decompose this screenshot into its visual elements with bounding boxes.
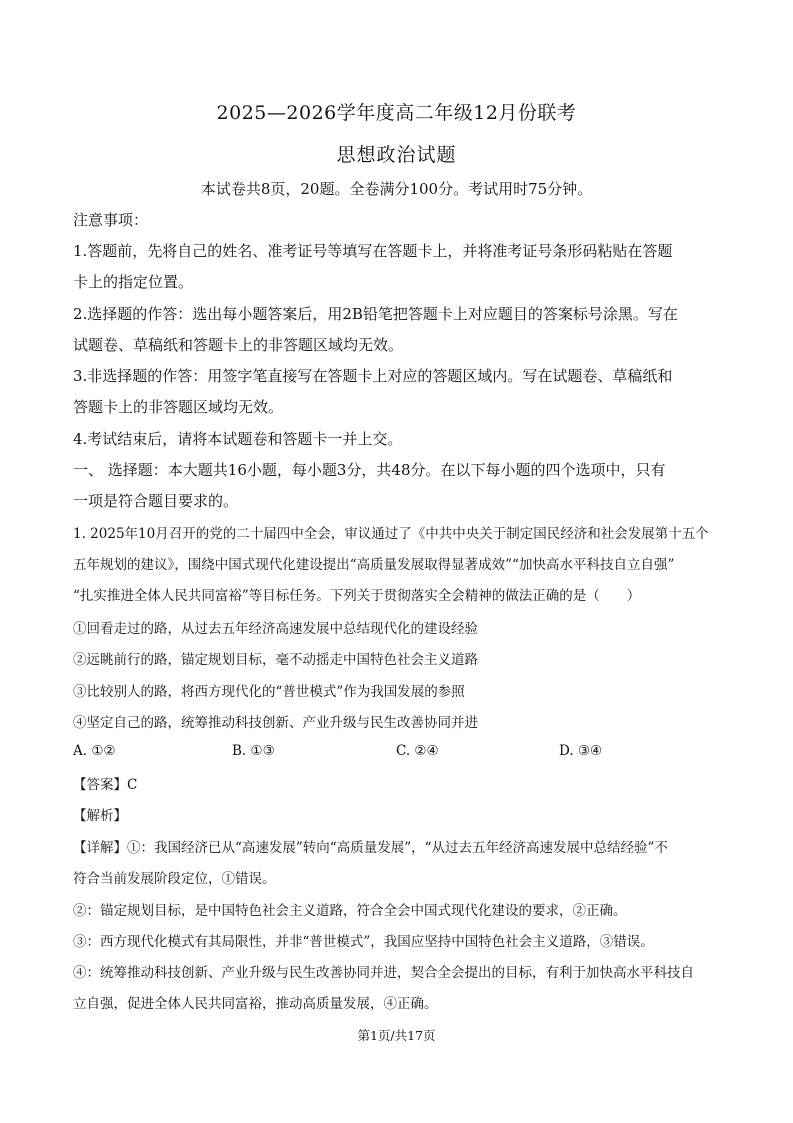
option-c: C. ②④ <box>396 743 439 759</box>
analysis-line: 【详解】①：我国经济已从“高速发展”转向“高质量发展”，“从过去五年经济高速发展中总结经验”不 <box>73 840 668 856</box>
analysis-line: ④：统筹推动科技创新、产业升级与民生改善协同并进，契合全会提出的目标，有利于加快高水平科技自 <box>73 965 694 981</box>
section-heading: 一项是符合题目要求的。 <box>73 492 239 510</box>
notice-line: 3.非选择题的作答：用签字笔直接写在答题卡上对应的答题区域内。写在试题卷、草稿纸和 <box>73 367 673 385</box>
notice-line: 4.考试结束后，请将本试题卷和答题卡一并上交。 <box>73 430 403 448</box>
section-heading: 一、 选择题：本大题共16小题，每小题3分，共48分。在以下每小题的四个选项中，只有 <box>73 461 666 479</box>
question-statement: ④坚定自己的路，统筹推动科技创新、产业升级与民生改善协同并进 <box>73 715 478 731</box>
analysis-line: 立自强，促进全体人民共同富裕，推动高质量发展，④正确。 <box>73 996 438 1012</box>
question-statement: ③比较别人的路，将西方现代化的“普世模式”作为我国发展的参照 <box>73 684 465 700</box>
notice-heading: 注意事项： <box>73 211 149 229</box>
question-stem: “扎实推进全体人民共同富裕”等目标任务。下列关于贯彻落实全会精神的做法正确的是（ ） <box>73 588 641 604</box>
analysis-line: ③：西方现代化模式有其局限性，并非“普世模式”，我国应坚持中国特色社会主义道路，③错误。 <box>73 934 654 950</box>
exam-title: 2025—2026学年度高二年级12月份联考 <box>216 102 577 124</box>
question-statement: ②远眺前行的路，锚定规划目标，毫不动摇走中国特色社会主义道路 <box>73 652 478 668</box>
question-stem: 五年规划的建议》，围绕中国式现代化建设提出“高质量发展取得显著成效”“加快高水平科技自立自强” <box>73 557 675 573</box>
answer-label: 【答案】C <box>73 777 138 793</box>
question-stem: 1. 2025年10月召开的党的二十届四中全会，审议通过了《中共中央关于制定国民经济和社会发展第十五个 <box>73 526 709 542</box>
exam-info: 本试卷共8页，20题。全卷满分100分。考试用时75分钟。 <box>200 180 593 198</box>
analysis-line: ②：锚定规划目标，是中国特色社会主义道路，符合全会中国式现代化建设的要求，②正确。 <box>73 903 627 919</box>
exam-subject: 思想政治试题 <box>336 144 457 166</box>
page-number: 第1页/共17页 <box>357 1028 436 1043</box>
option-b: B. ①③ <box>232 743 275 759</box>
option-d: D. ③④ <box>559 743 603 759</box>
notice-line: 答题卡上的非答题区域均无效。 <box>73 398 284 416</box>
notice-line: 卡上的指定位置。 <box>73 273 194 291</box>
notice-line: 1.答题前，先将自己的姓名、准考证号等填写在答题卡上，并将准考证号条形码粘贴在答题 <box>73 242 673 260</box>
option-a: A. ①② <box>73 743 116 759</box>
analysis-line: 符合当前发展阶段定位，①错误。 <box>73 871 276 887</box>
notice-line: 试题卷、草稿纸和答题卡上的非答题区域均无效。 <box>73 336 404 354</box>
analysis-label: 【解析】 <box>73 808 127 824</box>
notice-line: 2.选择题的作答：选出每小题答案后，用2B铅笔把答题卡上对应题目的答案标号涂黑。写在 <box>73 305 678 323</box>
question-statement: ①回看走过的路，从过去五年经济高速发展中总结现代化的建设经验 <box>73 621 478 637</box>
